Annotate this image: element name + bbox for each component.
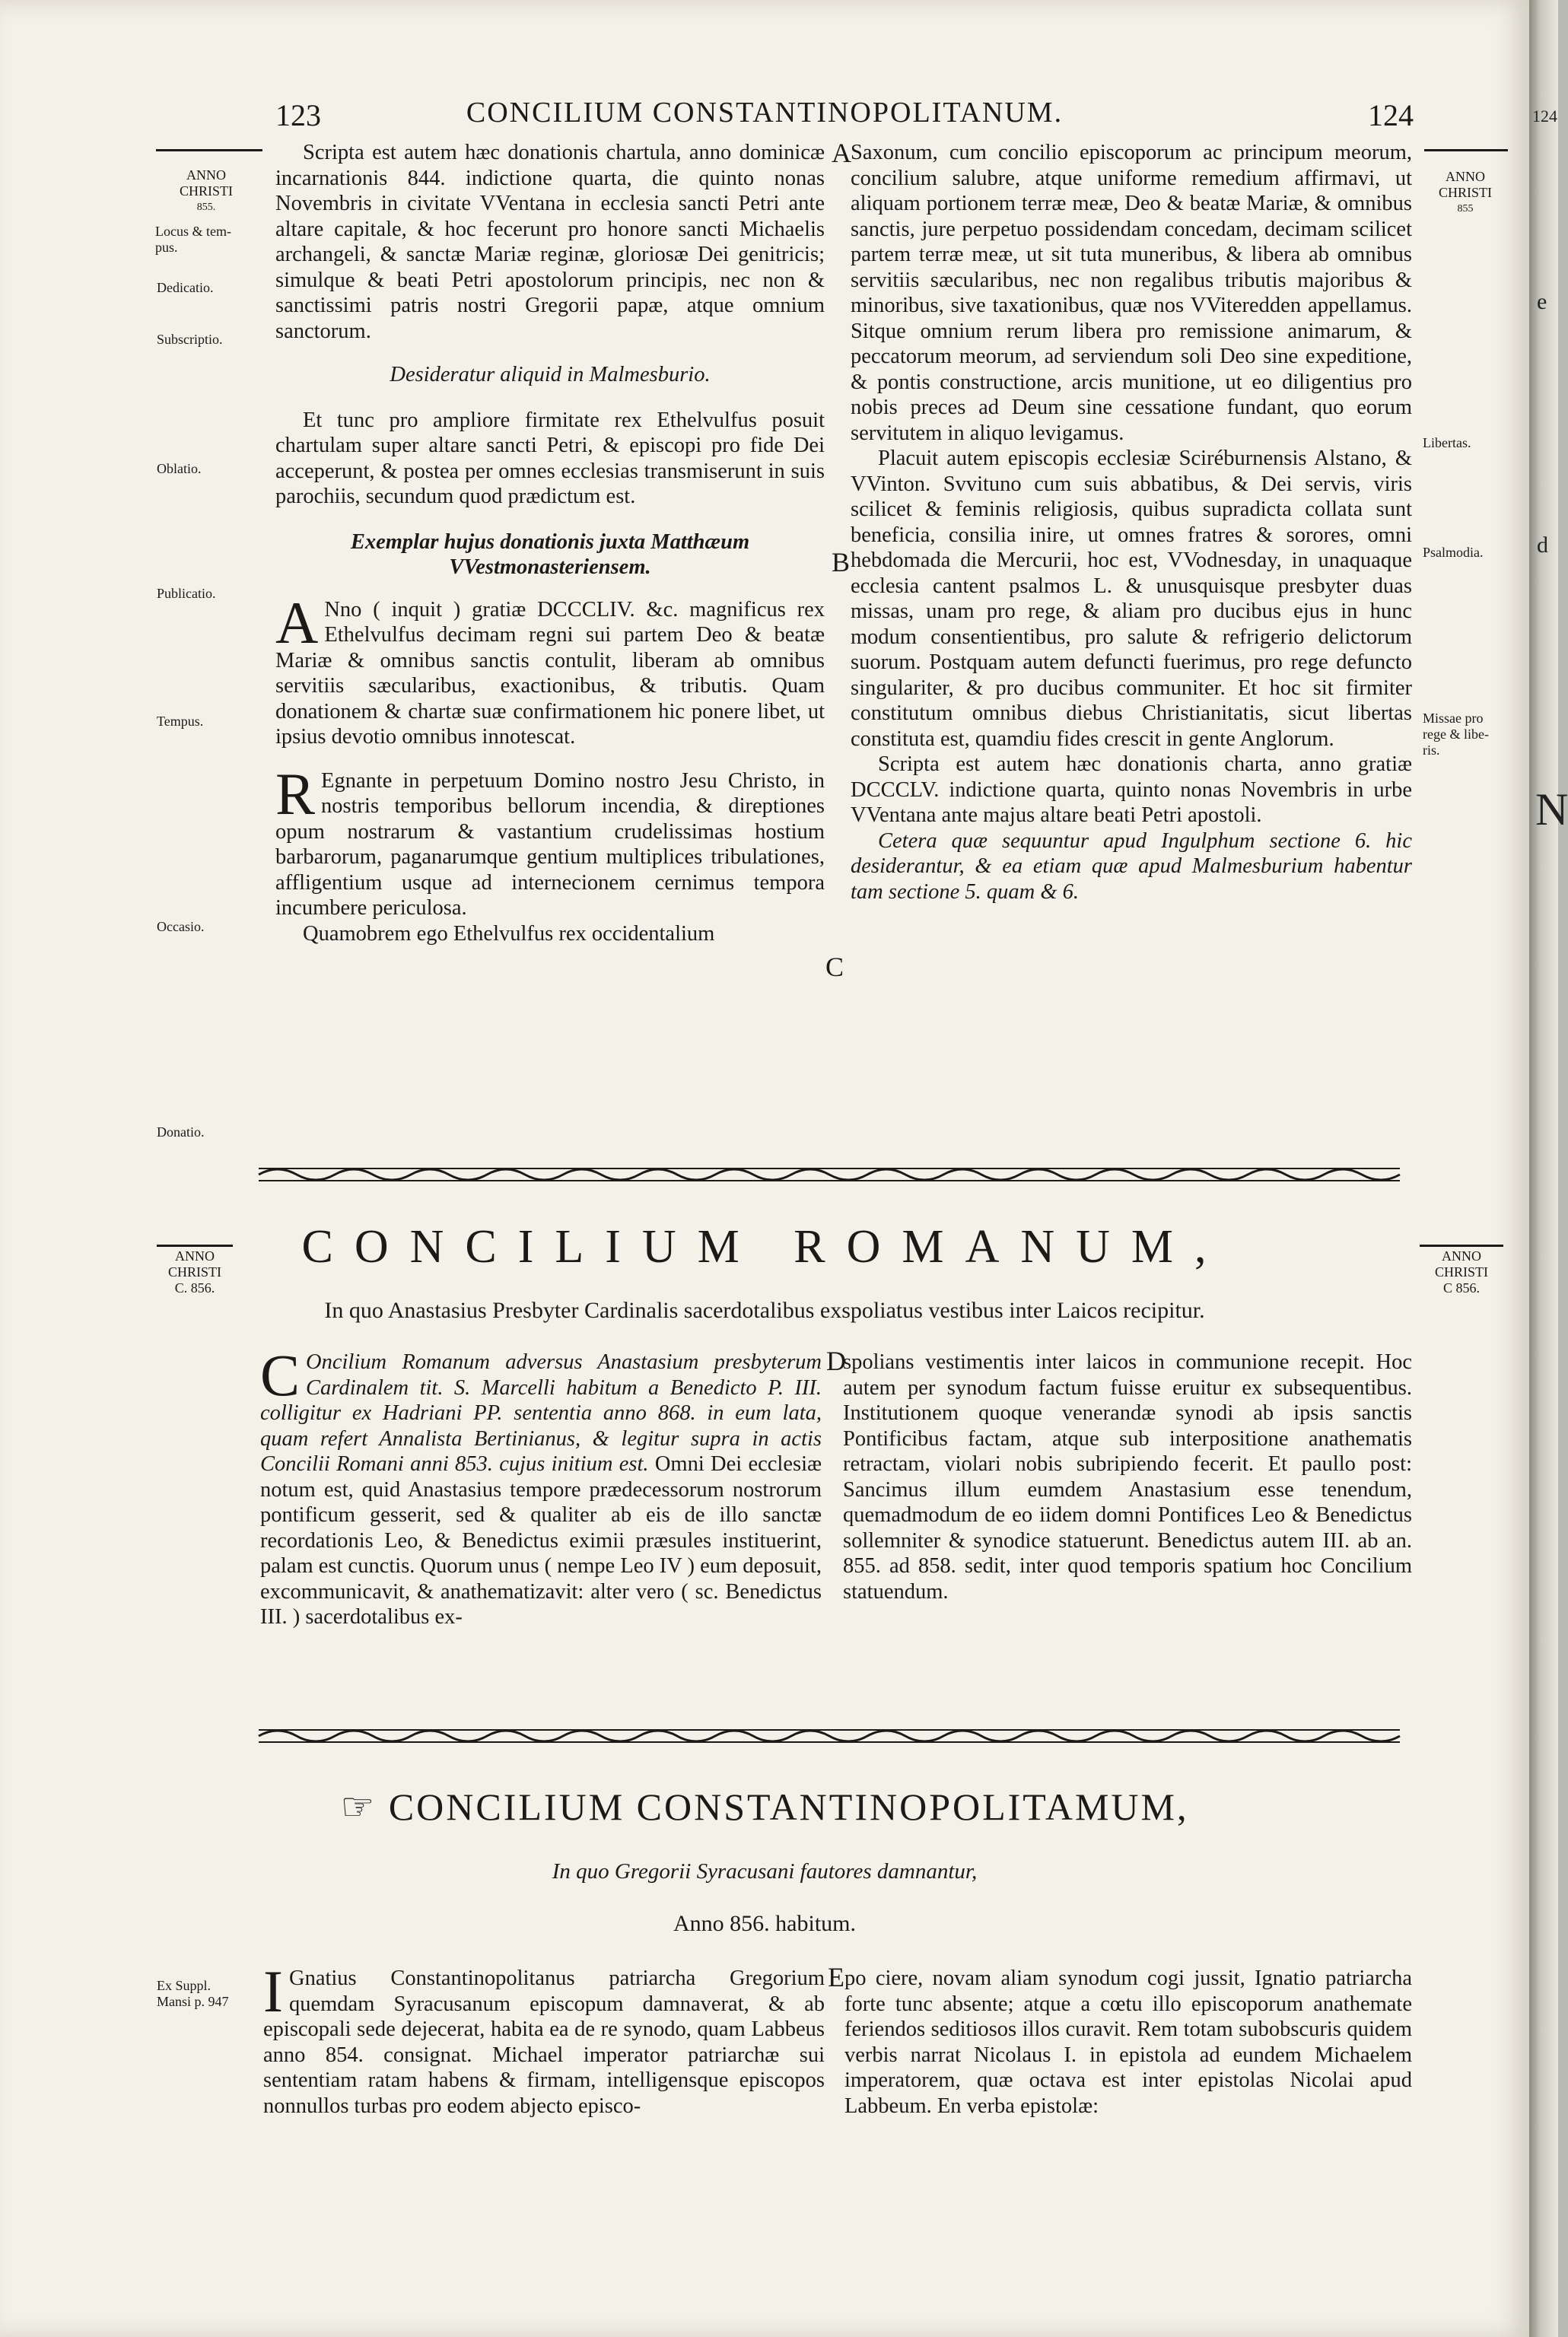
margin-note-locus: Locus & tem- pus. bbox=[155, 224, 231, 255]
year-line: Anno 856. habitum. bbox=[673, 1911, 856, 1936]
left-column-donation bbox=[275, 140, 825, 946]
margin-note-oblatio: Oblatio. bbox=[157, 461, 202, 476]
right-page-number: 124 bbox=[1368, 98, 1414, 132]
drop-cap-a: A bbox=[275, 589, 319, 656]
margin-note-psalmodia: Psalmodia. bbox=[1423, 545, 1484, 560]
margin-note-publicatio: Publicatio. bbox=[157, 586, 216, 601]
margin-note-donatio: Donatio. bbox=[157, 1124, 205, 1140]
romanum-continuation: spolians vestimentis inter laicos in communione recepit. Hoc autem per synodum factum fuisse eruitur ex subsequentibus. Institutionem quoque venerandæ synodi ab ipsis sanctis Pontificibus factam, atque sub interpositione anathematis retractam, violari nobis subripiendo fecerit. Et paullo post: Sancimus illum eumdem Anastasium esse tenendum, quemadmodum de eo iidem domni Pontifices Leo & Benedictus sollemniter & synodice statuerunt. Benedictus autem III. ab an. 855. ad 858. sedit, inter quod temporis spatium hoc Concilium statuendum. bbox=[843, 1350, 1412, 1604]
quamobrem-paragraph: Quamobrem ego Ethelvulfus rex occidentalium bbox=[303, 921, 715, 946]
column-letter-e: E bbox=[828, 1962, 844, 1992]
anno-paragraph: A Nno ( inquit ) gratiæ DCCCLIV. &c. magnificus rex Ethelvulfus decimam regni sui partem Deo & beatæ Mariæ & omnibus sanctis contulit, liberam ab omnibus servitiis sæcularibus, exactionibus, & tributis. Quam donationem & chartæ suæ confirmationem hic ponere libet, ut ipsius devotio omnibus innotescat. bbox=[275, 589, 825, 749]
section-note-malmesbury: Desideratur aliquid in Malmesburio. bbox=[390, 363, 711, 386]
margin-note-occasio: Occasio. bbox=[157, 919, 205, 934]
cpol-text: Gnatius Constantinopolitanus patriarcha Gregorium quemdam Syracusanum episcopum damnaverat, & ab episcopali sede dejecerat, habita ea de re synodo, quam Labbeus anno 854. consignat. Michael imperator patriarchæ sui sententiam ratam habens & firmam, intelligensque episcopos nonnullos turbas pro eodem abjecto episco- bbox=[263, 1967, 825, 2118]
running-header: CONCILIUM CONSTANTINOPOLITANUM. bbox=[466, 97, 1064, 129]
subtitle-romanum: In quo Anastasius Presbyter Cardinalis sacerdotalibus exspoliatus vestibus inter Laicos recipitur. bbox=[324, 1298, 1205, 1323]
romanum-left-column bbox=[260, 1342, 822, 1630]
romanum-right-column bbox=[843, 1350, 1412, 1604]
subtitle-constantinopolitanum: In quo Gregorii Syracusani fautores damnantur, bbox=[552, 1859, 978, 1884]
saxonum-paragraph: Saxonum, cum concilio episcoporum ac principum meorum, concilium salubre, atque uniforme remedium affirmavi, ut aliquam portionem terræ meæ, Deo & beatæ Mariæ, & omnibus sanctis, jure perpetuo possidendam concedam, decimam scilicet partem terræ meæ, ut sit tuta muneribus, & libera ab omnibus servitiis sæcularibus, nec non regalibus tributis majoribus & minoribus, sive taxationibus, quæ nos VViteredden appellamus. Sitque omnium rerum libera pro remissione animarum, & peccatorum meorum, ad serviendum soli Deo sine expeditione, & pontis constructione, arcis munitione, ut eo diligentius pro nobis preces ad Deum sine cessatione fundant, quo eorum servitutem in aliquo levigamus. bbox=[851, 141, 1412, 445]
margin-note-libertas: Libertas. bbox=[1423, 435, 1471, 450]
cpol-right-column bbox=[844, 1966, 1412, 2119]
facing-page-fragment-1: e bbox=[1537, 289, 1547, 314]
right-column-donation bbox=[851, 140, 1412, 905]
scripta-paragraph: Scripta est autem hæc donationis charta, anno gratiæ DCCCLV. indictione quarta, quinto nonas Novembris in urbe VVentana ante majus altare beati Petri apostoli. bbox=[851, 752, 1412, 827]
facing-page-number-fragment: 124 bbox=[1532, 107, 1557, 126]
column-letter-a: A bbox=[832, 138, 851, 168]
margin-note-tempus: Tempus. bbox=[157, 714, 204, 729]
cetera-note: Cetera quæ sequuntur apud Ingulphum sectione 6. hic desiderantur, & ea etiam quæ apud Malmesburium habentur tam sectione 5. quam & 6. bbox=[851, 828, 1412, 904]
title-concilium-constantinopolitanum: ☞ CONCILIUM CONSTANTINOPOLITAMUM, bbox=[340, 1785, 1189, 1828]
regnante-paragraph: R Egnante in perpetuum Domino nostro Jesu Christo, in nostris temporibus bellorum incendia, & direptiones opum nostrarum & vastantium crudelissimas hostium barbarorum, paganarumque gentium multiplices tribulationes, affligentium usque ad internecionem cernimus tempora incumbere periculosa. bbox=[275, 760, 825, 920]
margin-note-suppl: Ex Suppl. Mansi p. 947 bbox=[157, 1978, 229, 2009]
margin-note-subscriptio: Subscriptio. bbox=[157, 332, 223, 347]
cpol-left-column bbox=[263, 1958, 825, 2119]
column-letter-c: C bbox=[825, 952, 844, 982]
cpol-continuation: po ciere, novam aliam synodum cogi jussit, Ignatio patriarcha forte tunc absente; atque a cœtu illo episcoporum anathemate feriendos seditiosos illos curavit. Rem totam subobscuris quidem verbis narrat Nicolaus I. in epistola ad eundem Michaelem imperatorem, quæ octava est inter epistolas Nicolai apud Labbeum. En verba epistolæ: bbox=[844, 1967, 1412, 2118]
exemplar-heading: Exemplar hujus donationis juxta Matthæum bbox=[350, 529, 750, 554]
donation-paragraph: Scripta est autem hæc donationis chartula, anno dominicæ incarnationis 844. indictione quarta, die quinto nonas Novembris in civitate VVentana in ecclesia sancti Petri ante altare capitale, & hoc fecerunt pro honore sancti Michaelis archangeli, & sanctæ Mariæ reginæ, gloriosæ Dei genitricis; simulque & beati Petri apostolorum principis, nec non & sanctissimi patris nostri Gregorii papæ, atque omnium sanctorum. bbox=[275, 141, 825, 343]
drop-cap-r: R bbox=[275, 760, 316, 827]
romanum-intro-italic: Oncilium Romanum adversus Anastasium presbyterum Cardinalem tit. S. Marcelli habitum a Benedicto P. III. colligitur ex Hadriani PP. sententia anno 868. in eum lata, quam refert Annalista Bertinianus, & legitur supra in actis Concilii Romani anni 853. cujus initium est. bbox=[260, 1350, 822, 1476]
facing-page-fragment-2: d bbox=[1537, 533, 1548, 558]
title-concilium-romanum: CONCILIUM ROMANUM, bbox=[301, 1221, 1228, 1273]
column-letter-b: B bbox=[832, 547, 851, 577]
left-page-number: 123 bbox=[275, 98, 321, 132]
placuit-paragraph: Placuit autem episcopis ecclesiæ Sciréburnensis Alstano, & VVinton. Svvituno cum suis abbatibus, & Dei servis, viris scilicet & feminis religiosis, quibus supradicta collata sunt beneficia, consilia inire, ut omnes fratres & sorores, omni hebdomada die Mercurii, hoc est, VVodnesday, in unaquaque ecclesia cantent psalmos L. & unusquisque presbyter duas missas, unam pro rege, & aliam pro ducibus ejus in hunc modum consentientibus, pro salute & refrigerio delictorum suorum. Postquam autem defuncti fuerimus, pro rege defuncto singulariter, & pro ducibus communiter. Et hoc sit firmiter constitutum omnibus diebus Christianitatis, sicut libertas constituta est, quamdiu fides crescit in gente Anglorum. bbox=[851, 447, 1412, 751]
margin-anno-romanum-right: ANNO CHRISTI C 856. bbox=[1420, 1245, 1503, 1296]
margin-anno-romanum-left: ANNO CHRISTI C. 856. bbox=[157, 1245, 233, 1296]
margin-note-missae: Missae pro rege & libe- ris. bbox=[1423, 711, 1489, 758]
ornamental-divider-2 bbox=[259, 1725, 1400, 1747]
book-gutter bbox=[1529, 0, 1558, 2337]
margin-anno-right: ANNO CHRISTI 855 bbox=[1438, 169, 1492, 215]
drop-cap-i: I bbox=[263, 1958, 283, 2024]
margin-rule-right bbox=[1424, 149, 1508, 151]
drop-cap-c: C bbox=[260, 1342, 301, 1408]
ornamental-divider-1 bbox=[259, 1164, 1400, 1185]
column-letter-d: D bbox=[826, 1346, 846, 1376]
pointing-hand-icon: ☞ bbox=[340, 1785, 377, 1828]
exemplar-heading-2: VVestmonasteriensem. bbox=[449, 555, 651, 579]
facing-page-fragment-3: N bbox=[1535, 784, 1568, 835]
margin-anno-left: ANNO CHRISTI 855. bbox=[180, 167, 234, 213]
oblation-paragraph: Et tunc pro ampliore firmitate rex Ethelvulfus posuit chartulam super altare sancti Petri, & episcopi pro fide Dei acceperunt, & postea per omnes ecclesias transmiserunt in suis parochiis, secundum quod prædictum est. bbox=[275, 408, 825, 508]
margin-note-dedicatio: Dedicatio. bbox=[157, 280, 214, 295]
romanum-text: Omni Dei ecclesiæ notum est, quid Anastasius tempore prædecessorum nostrorum pontificum gesserit, sed & qualiter ab eis de illo sanctæ recordationis Leo, & Benedictus eximii præsules instituerint, palam est cunctis. Quorum unus ( nempe Leo IV ) eum deposuit, excommunicavit, & anathematizavit: alter vero ( sc. Benedictus III. ) sacerdotalibus ex- bbox=[260, 1452, 822, 1629]
margin-rule-left bbox=[156, 149, 262, 151]
